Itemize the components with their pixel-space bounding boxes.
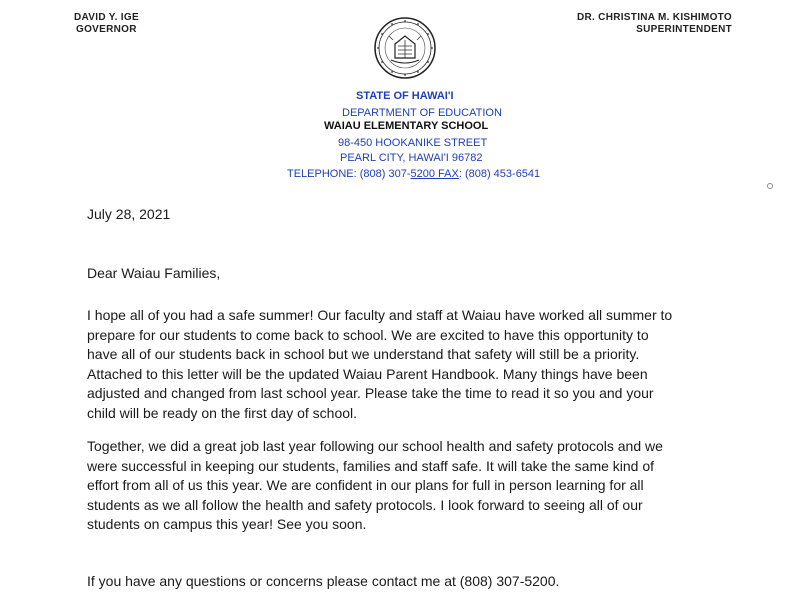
governor-title: GOVERNOR [76, 24, 137, 35]
paragraph-line: If you have any questions or concerns please contact me at (808) 307-5200. [87, 573, 560, 589]
letter-date: July 28, 2021 [87, 206, 171, 222]
telephone-label: TELEPHONE: (808) 307- [287, 168, 411, 180]
fax-label: FAX [434, 168, 459, 180]
paragraph-line: students on campus this year! See you soon. [87, 516, 367, 533]
paragraph-line: Attached to this letter will be the updated Waiau Parent Handbook. Many things have been [87, 365, 648, 382]
letterhead-state: STATE OF HAWAI'I [356, 90, 454, 102]
superintendent-block [577, 12, 732, 36]
paragraph-2 [87, 437, 663, 535]
paragraph-line: child will be ready on the first day of school. [87, 404, 358, 421]
letter-greeting: Dear Waiau Families, [87, 265, 221, 281]
paragraph-line: have all of our students back in school but we understand that safety will still be a priority. [87, 346, 640, 363]
superintendent-title: SUPERINTENDENT [636, 24, 732, 35]
scan-mark [767, 183, 773, 189]
paragraph-3 [87, 572, 559, 592]
paragraph-line: effort from all of us this year. We are confident in our plans for full in person learning for all [87, 477, 644, 494]
paragraph-line: students as we all follow the health and safety protocols. I look forward to seeing all of our [87, 496, 643, 513]
governor-name: DAVID Y. IGE [74, 12, 139, 23]
paragraph-line: prepare for our students to come back to school. We are excited to have this opportunity to [87, 326, 649, 343]
telephone-end: 5200 [410, 168, 435, 180]
letterhead-street: 98-450 HOOKANIKE STREET [338, 137, 488, 149]
governor-block [74, 12, 139, 36]
state-seal-icon [373, 16, 437, 80]
paragraph-line: I hope all of you had a safe summer! Our faculty and staff at Waiau have worked all summer to [87, 307, 673, 323]
letterhead-school: WAIAU ELEMENTARY SCHOOL [324, 120, 489, 132]
letterhead-phone-fax [287, 168, 540, 181]
superintendent-name: DR. CHRISTINA M. KISHIMOTO [576, 12, 732, 23]
letterhead-department: DEPARTMENT OF EDUCATION [342, 107, 502, 119]
paragraph-line: were successful in keeping our students, families and staff safe. It will take the same kind of [87, 457, 655, 474]
letterhead-city: PEARL CITY, HAWAI'I 96782 [340, 152, 483, 164]
paragraph-line: adjusted and changed from last school year. Please take the time to read it so you and your [87, 385, 654, 402]
fax-number: : (808) 453-6541 [458, 168, 541, 180]
paragraph-line: Together, we did a great job last year following our school health and safety protocols and we [87, 438, 663, 454]
paragraph-1 [87, 306, 672, 424]
